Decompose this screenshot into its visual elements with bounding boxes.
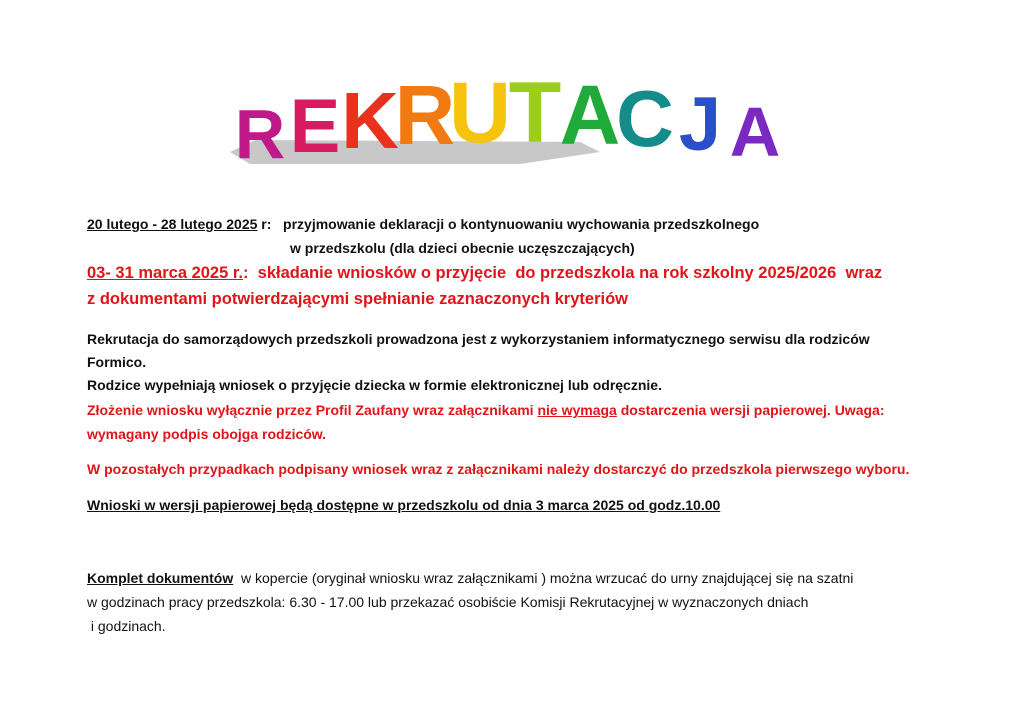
title-letter: T — [508, 80, 562, 161]
info-p4: W pozostałych przypadkach podpisany wniosek wraz z załącznikami należy dostarczyć do przedszkola pierwszego wyboru. — [87, 461, 910, 477]
info-p3-line2: wymagany podpis obojga rodziców. — [87, 426, 327, 442]
documents-line-3: i godzinach. — [87, 618, 166, 634]
declaration-text: przyjmowanie deklaracji o kontynuowaniu wychowania przedszkolnego — [271, 216, 760, 232]
title-letter: A — [729, 93, 781, 171]
declaration-date: 20 lutego - 28 lutego 2025 — [87, 216, 258, 232]
applications-line-1 — [87, 264, 882, 283]
title-letter: E — [289, 84, 341, 169]
applications-text: składanie wniosków o przyjęcie do przedszkola na rok szkolny 2025/2026 wraz — [248, 264, 883, 282]
info-p3-link: nie wymaga — [537, 402, 617, 418]
info-p1-line1: Rekrutacja do samorządowych przedszkoli prowadzona jest z wykorzystaniem informatycznego serwisu dla rodziców — [87, 331, 870, 347]
documents-label: Komplet dokumentów — [87, 570, 234, 586]
info-p3-b: dostarczenia wersji papierowej. Uwaga: — [616, 402, 885, 418]
applications-date: 03- 31 marca 2025 r. — [87, 264, 243, 282]
declaration-suffix: r: — [257, 216, 272, 232]
title-letter: R — [394, 80, 456, 162]
info-p1-line2: Formico. — [87, 354, 147, 370]
title-letter: U — [448, 80, 512, 161]
title-letter: J — [678, 82, 722, 167]
documents-line-2: w godzinach pracy przedszkola: 6.30 - 17.00 lub przekazać osobiście Komisji Rekrutacyjnej w wyznaczonych dniach — [87, 594, 809, 610]
info-p2: Rodzice wypełniają wniosek o przyjęcie dziecka w formie elektronicznej lub odręcznie. — [87, 377, 662, 393]
title-letter: C — [616, 80, 674, 163]
info-p3-line1 — [87, 402, 884, 418]
info-p5: Wnioski w wersji papierowej będą dostępne w przedszkolu od dnia 3 marca 2025 od godz.10.00 — [87, 497, 721, 513]
title-letter: A — [559, 80, 621, 162]
applications-sep: : — [242, 264, 249, 282]
declaration-line-2: w przedszkolu (dla dzieci obecnie uczęszczających) — [290, 240, 635, 256]
title-letter: R — [234, 95, 286, 173]
info-p3-a: Złożenie wniosku wyłącznie przez Profil Zaufany wraz załącznikami — [87, 402, 538, 418]
documents-line-1 — [87, 570, 853, 586]
title-wordart — [220, 80, 820, 190]
title-svg — [220, 80, 820, 190]
applications-line-2: z dokumentami potwierdzającymi spełnianie zaznaczonych kryteriów — [87, 290, 628, 308]
documents-text: w kopercie (oryginał wniosku wraz załącznikami ) można wrzucać do urny znajdującej się na szatni — [233, 570, 854, 586]
title-letter: K — [341, 80, 399, 165]
declaration-line-1 — [87, 216, 759, 232]
